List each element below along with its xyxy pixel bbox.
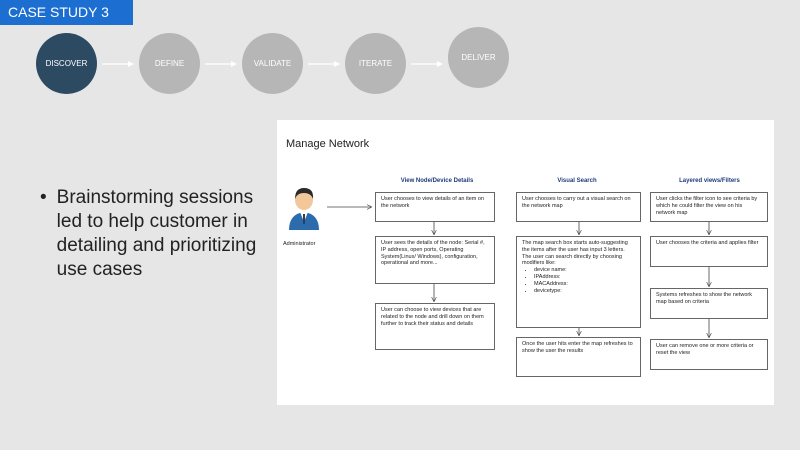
bullet-text: Brainstorming sessions led to help customer in detailing and prioritizing use cases: [56, 187, 257, 280]
modifier-item: • IPAddress:: [534, 274, 635, 281]
modifier-item: • device name:: [534, 267, 635, 274]
actor-label: Administrator: [283, 241, 316, 247]
flow-box-search: [516, 236, 641, 328]
flow-box: Systems refreshes to show the network map based on criteria: [650, 288, 768, 319]
flow-box: User sees the details of the node: Serial #, IP address, open ports, Operating System(Linux/ Windows), configuration, operational and more...: [375, 236, 495, 284]
flow-box: User clicks the filter icon to see criteria by which he could filter the view on his network map: [650, 192, 768, 222]
step-arrow-icon: [411, 60, 443, 68]
administrator-avatar-icon: [287, 184, 321, 230]
flow-box: User can remove one or more criteria or reset the view: [650, 339, 768, 370]
step-arrow-icon: [102, 60, 134, 68]
case-study-label: CASE STUDY 3: [0, 0, 133, 25]
diagram-title: Manage Network: [286, 138, 370, 150]
modifier-item: • MACAddress:: [534, 281, 635, 288]
step-discover[interactable]: DISCOVER: [36, 33, 97, 94]
manage-network-diagram: [277, 120, 774, 405]
bullet-point: [40, 186, 265, 282]
modifier-item: • devicetype:: [534, 288, 635, 295]
column-heading-visual-search: Visual Search: [557, 178, 597, 184]
step-arrow-icon: [308, 60, 340, 68]
step-define[interactable]: DEFINE: [139, 33, 200, 94]
step-deliver[interactable]: DELIVER: [448, 27, 509, 88]
step-validate[interactable]: VALIDATE: [242, 33, 303, 94]
bullet-icon: •: [40, 187, 47, 208]
modifier-list: [522, 267, 635, 294]
flow-box: User chooses the criteria and applies filter: [650, 236, 768, 267]
flow-box-text: The map search box starts auto-suggesting the items after the user has input 3 letters. The user can search directly by choosing modifiers like:: [522, 240, 628, 267]
step-iterate[interactable]: ITERATE: [345, 33, 406, 94]
step-arrow-icon: [205, 60, 237, 68]
flow-box: User chooses to view details of an item on the network: [375, 192, 495, 222]
flow-box: Once the user hits enter the map refreshes to show the user the results: [516, 337, 641, 377]
column-heading-filters: Layered views/Filters: [679, 178, 740, 184]
flow-box: User can choose to view devices that are related to the node and drill down on them further to track their status and details: [375, 303, 495, 350]
column-heading-node-details: View Node/Device Details: [400, 178, 474, 184]
flow-box: User chooses to carry out a visual search on the network map: [516, 192, 641, 222]
